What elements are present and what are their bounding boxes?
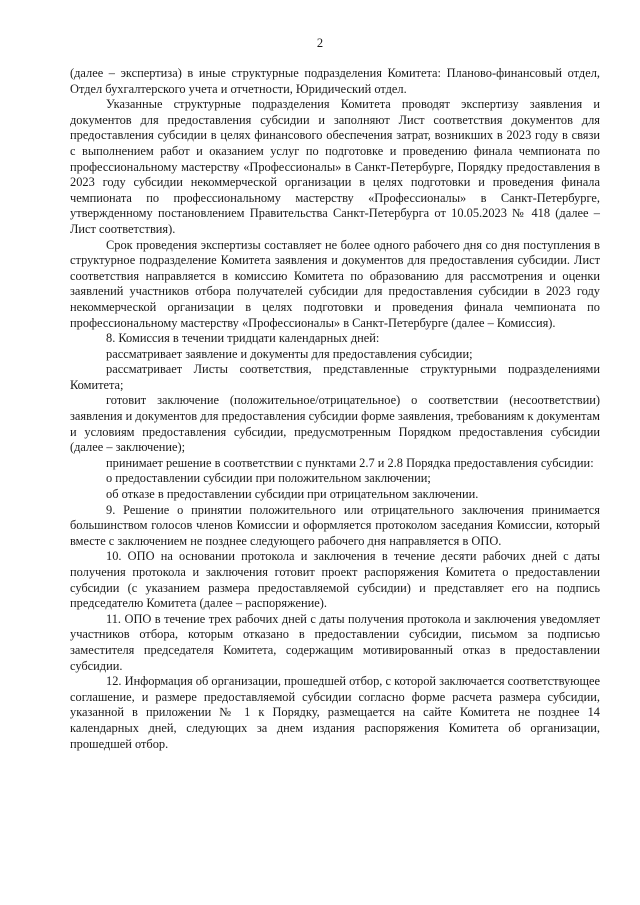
paragraph-decision-refuse: об отказе в предоставлении субсидии при отрицательном заключении.	[106, 487, 479, 502]
paragraph-structural-units: Указанные структурные подразделения Комитета проводят экспертизу заявления и документов для предоставления субсидии и заполняют Лист соответствия документов для предоставления субсидии в целях финансового обеспечения затрат, возникших в 2023 году в связи с выполнением работ и оказанием услуг по подготовке и проведению финала чемпионата по профессиональному мастерству «Профессионалы» в Санкт-Петербурге, Порядку предоставления в 2023 году субсидии некоммерческой организации в целях подготовки и проведения финала чемпионата по профессиональному мастерству «Профессионалы» в Санкт-Петербурге, утвержденному постановлением Правительства Санкт-Петербурга от 10.05.2023 № 418 (далее – Лист соответствия).	[70, 97, 600, 236]
paragraph-item-9: 9. Решение о принятии положительного или отрицательного заключения принимается большинством голосов членов Комиссии и оформляется протоколом заседания Комиссии, который вместе с заключением не позднее следующего рабочего дня направляется в ОПО.	[70, 502, 600, 548]
paragraph-item-11: 11. ОПО в течение трех рабочих дней с даты получения протокола и заключения уведомляет участников отбора, которым отказано в предоставлении субсидии, письмом за подписью заместителя председателя Комитета, содержащим мотивированный отказ в предоставлении субсидии.	[70, 611, 600, 673]
document-body	[70, 66, 600, 752]
paragraph-expertise-term: Срок проведения экспертизы составляет не более одного рабочего дня со дня поступления в структурное подразделение Комитета заявления и документов для предоставления субсидии. Лист соответствия направляется в комиссию Комитета по образованию для рассмотрения и оценки заявлений участников отбора получателей субсидии для предоставления субсидии в 2023 году некоммерческой организации в целях подготовки и проведения финала чемпионата по профессиональному мастерству «Профессионалы» в Санкт-Петербурге (далее – Комиссия).	[70, 237, 600, 330]
paragraph-item-8-reviews-sheets: рассматривает Листы соответствия, представленные структурными подразделениями Комитета;	[70, 362, 600, 392]
paragraph-item-12: 12. Информация об организации, прошедшей отбор, с которой заключается соответствующее соглашение, и размере предоставляемой субсидии согласно форме расчета размера субсидии, указанной в приложении № 1 к Порядку, размещается на сайте Комитета не позднее 14 календарных дней, следующих за днем издания распоряжения Комитета об организации, прошедшей отбор.	[70, 674, 600, 751]
paragraph-item-8-makes-decision: принимает решение в соответствии с пунктами 2.7 и 2.8 Порядка предоставления субсидии:	[106, 455, 594, 470]
page-number: 2	[316, 36, 324, 50]
paragraph-item-8: 8. Комиссия в течении тридцати календарных дней:	[106, 331, 380, 346]
paragraph-item-10: 10. ОПО на основании протокола и заключения в течение десяти рабочих дней с даты получения протокола и заключения готовит проект распоряжения Комитета о предоставлении субсидии (с указанием размера предоставляемой субсидии) и представляет его на подпись председателю Комитета (далее – распоряжение).	[70, 549, 600, 611]
paragraph-decision-grant: о предоставлении субсидии при положительном заключении;	[106, 471, 431, 486]
paragraph-item-8-prepares-conclusion: готовит заключение (положительное/отрицательное) о соответствии (несоответствии) заявления и документов для предоставления субсидии форме заявления, требованиям к документам и условиям предоставления субсидии, предусмотренным Порядком предоставления субсидии (далее – заключение);	[70, 393, 600, 455]
paragraph-item-8-reviews-application: рассматривает заявление и документы для предоставления субсидии;	[106, 346, 473, 361]
paragraph-expertise-continuation: (далее – экспертиза) в иные структурные подразделения Комитета: Планово-финансовый отдел, Отдел бухгалтерского учета и отчетности, Юридический отдел.	[70, 66, 600, 96]
